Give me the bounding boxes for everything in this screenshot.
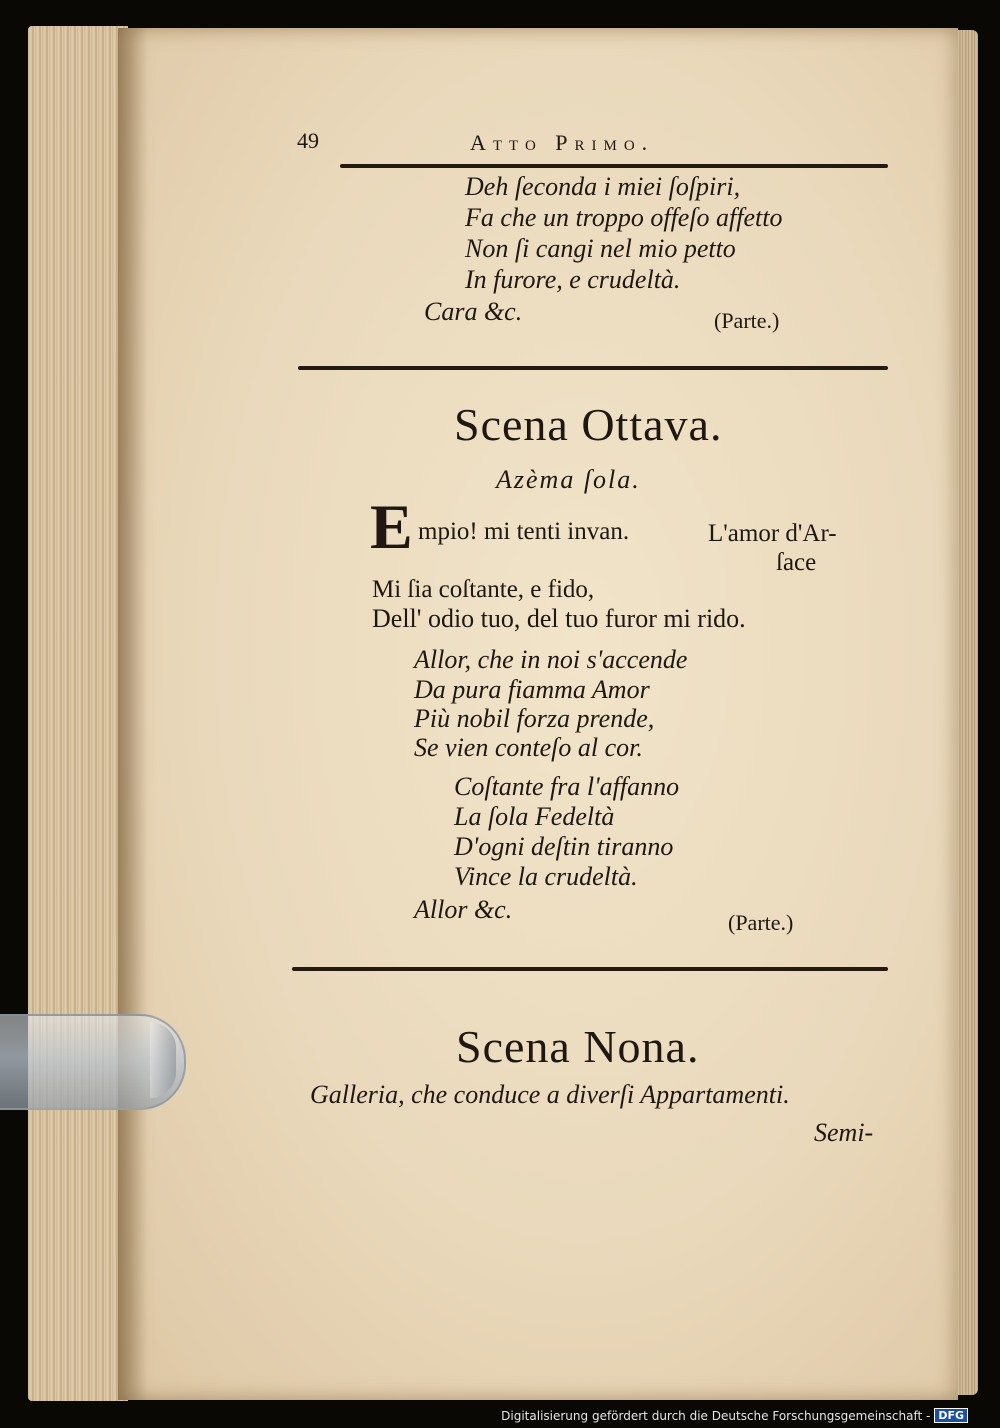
header-rule	[340, 164, 888, 168]
verse-line: Deh ſeconda i miei ſoſpiri,	[465, 172, 741, 201]
scene-title: Scena Ottava.	[454, 399, 723, 450]
credit-text: Digitalisierung gefördert durch die Deutsche Forschungsgemeinschaft -	[501, 1408, 931, 1423]
recitative-line: mpio! mi tenti invan.	[418, 518, 630, 545]
verse-line: Coſtante fra l'affanno	[454, 772, 680, 801]
verse-line: In furore, e crudeltà.	[465, 265, 681, 294]
drop-cap: E	[370, 491, 413, 562]
da-capo-cue: Allor &c.	[414, 895, 513, 924]
page-number: 49	[297, 128, 319, 153]
page-edges-left	[28, 26, 128, 1401]
recitative-line: ſace	[776, 549, 817, 576]
recitative-line: Dell' odio tuo, del tuo furor mi rido.	[372, 604, 746, 633]
running-title: Atto Primo.	[470, 130, 655, 155]
verse-line: Vince la crudeltà.	[454, 862, 638, 891]
scene-title: Scena Nona.	[456, 1021, 700, 1072]
stage-direction-exit: (Parte.)	[728, 910, 794, 935]
page-gutter-shadow	[118, 28, 148, 1400]
verse-line: Se vien conteſo al cor.	[414, 733, 643, 762]
verse-line: Non ſi cangi nel mio petto	[465, 234, 736, 263]
verse-line: Da pura fiamma Amor	[414, 675, 650, 704]
recitative-line: Mi ſia coſtante, e fido,	[372, 576, 595, 603]
verse-line: Più nobil forza prende,	[414, 704, 655, 733]
verse-line: La ſola Fedeltà	[454, 802, 615, 831]
recitative-line: L'amor d'Ar-	[708, 520, 837, 547]
section-rule	[298, 366, 888, 370]
da-capo-cue: Cara &c.	[424, 297, 523, 326]
stage-direction-exit: (Parte.)	[714, 308, 780, 333]
scene-cast: Azèma ſola.	[496, 465, 641, 494]
digitization-credit	[501, 1408, 968, 1423]
scene-setting: Galleria, che conduce a diverſi Appartamenti.	[310, 1080, 790, 1109]
verse-line: Allor, che in noi s'accende	[414, 645, 688, 674]
dfg-logo: DFG	[934, 1408, 968, 1423]
catchword: Semi-	[814, 1118, 874, 1147]
verse-line: Fa che un troppo offeſo affetto	[465, 203, 783, 232]
section-rule	[292, 967, 888, 971]
verse-line: D'ogni deſtin tiranno	[454, 832, 674, 861]
